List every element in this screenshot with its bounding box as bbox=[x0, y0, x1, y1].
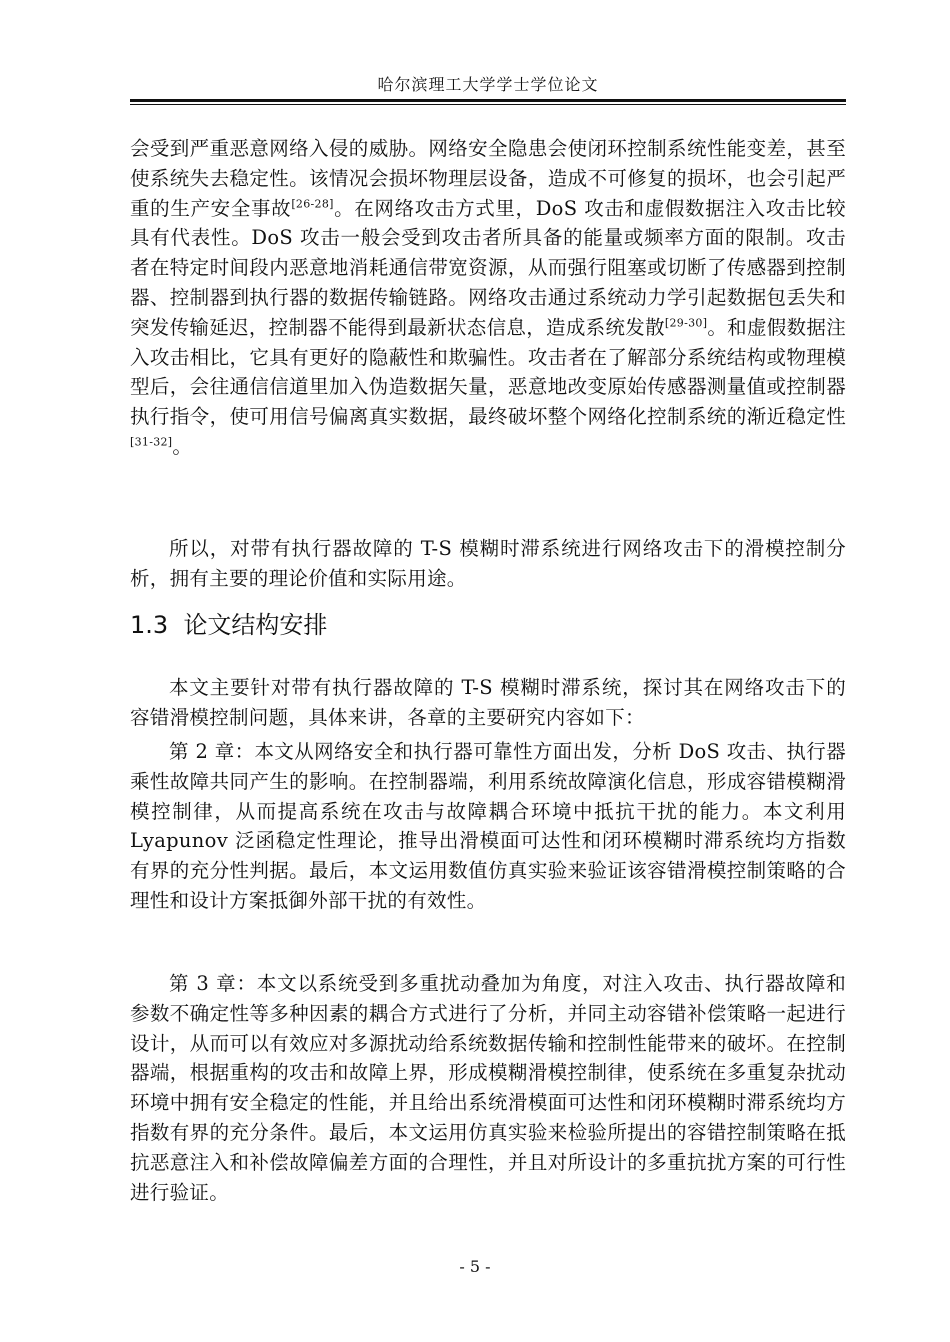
paragraph-chapter-2: 第 2 章：本文从网络安全和执行器可靠性方面出发，分析 DoS 攻击、执行器乘性故障共同产生的影响。在控制器端，利用系统故障演化信息，形成容错模糊滑模控制律，从而提高系统在攻击与故障耦合环境中抵抗干扰的能力。本文利用 Lyapunov 泛函稳定性理论，推导出滑模面可达性和闭环模糊时滞系统均方指数有界的充分性判据。最后，本文运用数值仿真实验来验证该容错滑模控制策略的合理性和设计方案抵御外部干扰的有效性。 bbox=[130, 740, 846, 912]
citation: [26-28] bbox=[291, 197, 334, 211]
citation: [29-30] bbox=[664, 316, 708, 330]
paragraph-text: 。和虚假数据注入攻击相比，它具有更好的隐蔽性和欺骗性。攻击者在了解部分系统结构或物理模型后，会往通信信道里加入伪造数据矢量，恶意地改变原始传感器测量值或控制器执行指令，使可用信号偏离真实数据，最终破坏整个网络化控制系统的渐近稳定性 bbox=[130, 315, 846, 429]
paragraph-significance: 所以，对带有执行器故障的 T-S 模糊时滞系统进行网络攻击下的滑模控制分析，拥有主要的理论价值和实际用途。 bbox=[130, 537, 846, 590]
header-rule-thick bbox=[130, 99, 846, 102]
header-rule-thin bbox=[130, 104, 846, 105]
paragraph-overview: 本文主要针对带有执行器故障的 T-S 模糊时滞系统，探讨其在网络攻击下的容错滑模控制问题，具体来讲，各章的主要研究内容如下： bbox=[130, 676, 846, 729]
citation: [31-32] bbox=[130, 435, 173, 449]
section-heading bbox=[130, 608, 327, 642]
page-number: - 5 - bbox=[459, 1257, 491, 1276]
paragraph-text: 会受到严重恶意网络入侵的威胁。网络安全隐患会使闭环控制系统性能变差，甚至使系统失去稳定性。该情况会损坏物理层设备，造成不可修复的损坏，也会引起严重的生产安全事故 bbox=[130, 137, 846, 220]
running-header: 哈尔滨理工大学学士学位论文 bbox=[377, 75, 599, 94]
paragraph-text: 。在网络攻击方式里，DoS 攻击和虚假数据注入攻击比较具有代表性。DoS 攻击一般会受到攻击者所具备的能量或频率方面的限制。攻击者在特定时间段内恶意地消耗通信带宽资源，从而强行阻塞或切断了传感器到控制器、控制器到执行器的数据传输链路。网络攻击通过系统动力学引起数据包丢失和突发传输延迟，控制器不能得到最新状态信息，造成系统发散 bbox=[130, 196, 846, 339]
paragraph-chapter-3: 第 3 章：本文以系统受到多重扰动叠加为角度，对注入攻击、执行器故障和参数不确定性等多种因素的耦合方式进行了分析，并同主动容错补偿策略一起进行设计，从而可以有效应对多源扰动给系统数据传输和控制性能带来的破坏。在控制器端，根据重构的攻击和故障上界，形成模糊滑模控制律，使系统在多重复杂扰动环境中拥有安全稳定的性能，并且给出系统滑模面可达性和闭环模糊时滞系统均方指数有界的充分条件。最后，本文运用仿真实验来检验所提出的容错控制策略在抵抗恶意注入和补偿故障偏差方面的合理性，并且对所设计的多重抗扰方案的可行性进行验证。 bbox=[130, 972, 846, 1204]
paragraph-network-attacks bbox=[130, 134, 846, 462]
paragraph-text: 。 bbox=[172, 434, 193, 458]
section-number: 1.3 bbox=[130, 611, 169, 639]
section-title: 论文结构安排 bbox=[183, 611, 328, 639]
